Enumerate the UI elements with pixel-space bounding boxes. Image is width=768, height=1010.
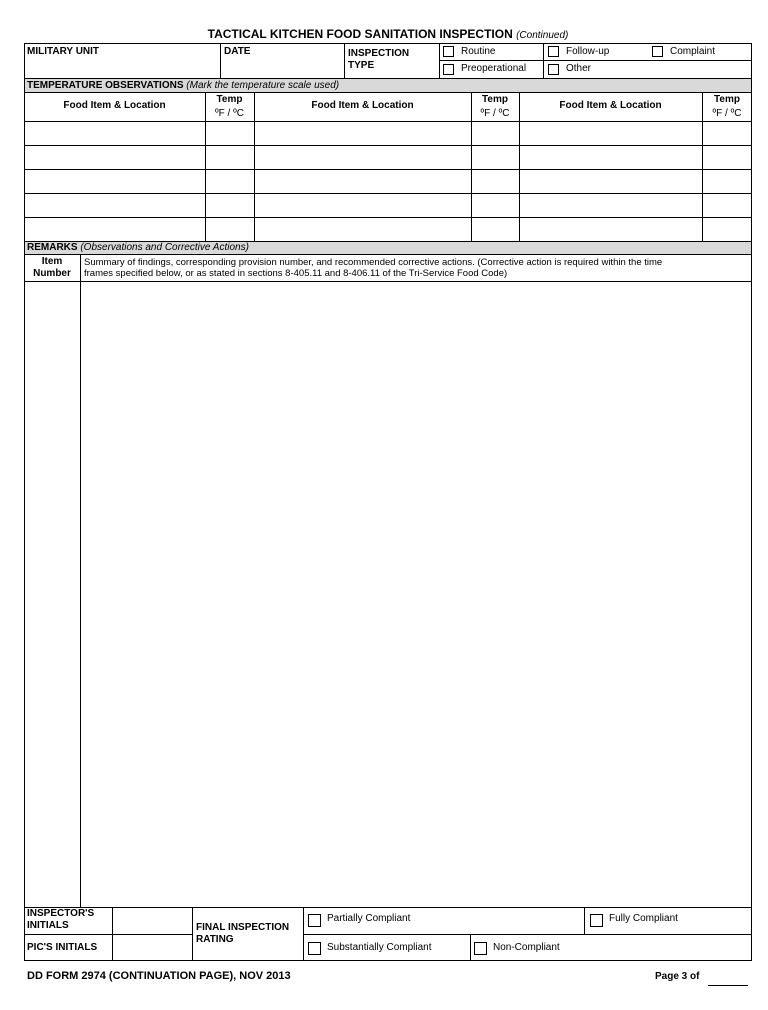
non-compliant-checkbox[interactable] [474, 942, 487, 955]
date-label: DATE [224, 46, 251, 57]
temp-col-food-1: Food Item & Location [63, 100, 166, 111]
temp-value-3-row-2[interactable] [703, 146, 751, 169]
inspection-type-label-line2: TYPE [348, 60, 375, 71]
temp-value-3-row-3[interactable] [703, 170, 751, 193]
non-compliant-label: Non-Compliant [493, 942, 560, 953]
temp-food-3-row-2[interactable] [520, 146, 702, 169]
inspection-type-label-line1: INSPECTION [348, 48, 410, 59]
partially-compliant-checkbox[interactable] [308, 914, 321, 927]
temp-value-1-row-2[interactable] [206, 146, 254, 169]
temp-value-2-row-5[interactable] [472, 218, 519, 241]
inspection-type-label [348, 48, 409, 72]
temp-col-temp-1: Temp [216, 94, 243, 105]
date-input[interactable] [221, 59, 343, 77]
inspector-initials-label-line1: INSPECTOR'S [27, 908, 95, 919]
temp-value-1-row-1[interactable] [206, 122, 254, 145]
form-number-footer: DD FORM 2974 (CONTINUATION PAGE), NOV 2013 [27, 970, 291, 982]
temp-col-scale-3: ºF / ºC [712, 108, 742, 119]
temp-value-3-row-5[interactable] [703, 218, 751, 241]
other-checkbox[interactable] [548, 64, 559, 75]
preoperational-label: Preoperational [461, 63, 527, 74]
military-unit-input[interactable] [25, 59, 219, 77]
fully-compliant-label: Fully Compliant [609, 913, 678, 924]
follow-up-checkbox[interactable] [548, 46, 559, 57]
remarks-section-note: (Observations and Corrective Actions) [80, 242, 249, 253]
temperature-section-note: (Mark the temperature scale used) [186, 80, 340, 91]
substantially-compliant-label: Substantially Compliant [327, 942, 432, 953]
military-unit-label: MILITARY UNIT [27, 46, 100, 57]
temp-food-1-row-2[interactable] [25, 146, 205, 169]
temp-value-1-row-5[interactable] [206, 218, 254, 241]
temp-value-3-row-1[interactable] [703, 122, 751, 145]
total-pages-input[interactable] [708, 970, 748, 986]
substantially-compliant-checkbox[interactable] [308, 942, 321, 955]
temp-food-1-row-4[interactable] [25, 194, 205, 217]
preoperational-checkbox[interactable] [443, 64, 454, 75]
temp-food-1-row-5[interactable] [25, 218, 205, 241]
inspector-initials-label [27, 908, 94, 932]
form-title [24, 26, 752, 44]
remarks-section-title: REMARKS [27, 242, 78, 253]
temp-food-3-row-3[interactable] [520, 170, 702, 193]
remarks-section-header [27, 242, 249, 254]
inspector-initials-label-line2: INITIALS [27, 920, 69, 931]
remarks-summary-instructions [84, 257, 662, 279]
temp-food-2-row-3[interactable] [255, 170, 471, 193]
temp-value-2-row-3[interactable] [472, 170, 519, 193]
temp-col-temp-3: Temp [714, 94, 740, 105]
follow-up-label: Follow-up [566, 46, 610, 57]
temp-col-food-3: Food Item & Location [559, 100, 662, 111]
temp-col-scale-1: ºF / ºC [215, 108, 244, 119]
form-title-text: TACTICAL KITCHEN FOOD SANITATION INSPECTION [207, 27, 513, 41]
routine-checkbox[interactable] [443, 46, 454, 57]
form-title-suffix: (Continued) [516, 30, 569, 41]
item-number-label-line2: Number [33, 268, 71, 279]
temp-food-3-row-5[interactable] [520, 218, 702, 241]
temp-food-1-row-1[interactable] [25, 122, 205, 145]
pic-initials-input[interactable] [113, 935, 192, 960]
temperature-section-header [27, 80, 339, 92]
remarks-item-number-input[interactable] [25, 282, 80, 906]
remarks-summary-line2: frames specified below, or as stated in sections 8-405.11 and 8-406.11 of the Tri-Service Food Code) [84, 268, 508, 279]
remarks-summary-line1: Summary of findings, corresponding provision number, and recommended corrective actions. (Corrective action is required within the time [84, 257, 663, 268]
temp-value-1-row-3[interactable] [206, 170, 254, 193]
fully-compliant-checkbox[interactable] [590, 914, 603, 927]
temp-food-2-row-5[interactable] [255, 218, 471, 241]
final-rating-label-line1: FINAL INSPECTION [196, 922, 290, 933]
final-rating-label-line2: RATING [196, 934, 234, 945]
temp-value-2-row-4[interactable] [472, 194, 519, 217]
temp-food-2-row-4[interactable] [255, 194, 471, 217]
temp-col-food-2: Food Item & Location [311, 100, 414, 111]
temp-value-3-row-4[interactable] [703, 194, 751, 217]
temp-food-2-row-1[interactable] [255, 122, 471, 145]
temp-value-2-row-2[interactable] [472, 146, 519, 169]
temperature-section-title: TEMPERATURE OBSERVATIONS [27, 80, 184, 91]
temp-food-1-row-3[interactable] [25, 170, 205, 193]
temp-col-scale-2: ºF / ºC [480, 108, 510, 119]
pic-initials-label: PIC'S INITIALS [27, 942, 98, 953]
routine-label: Routine [461, 46, 496, 57]
remarks-summary-input[interactable] [81, 282, 751, 906]
temp-value-1-row-4[interactable] [206, 194, 254, 217]
page-number-label: Page 3 of [655, 971, 700, 982]
partially-compliant-label: Partially Compliant [327, 913, 411, 924]
temp-value-2-row-1[interactable] [472, 122, 519, 145]
item-number-label [24, 256, 80, 280]
complaint-label: Complaint [670, 46, 716, 57]
other-label: Other [566, 63, 592, 74]
temp-food-2-row-2[interactable] [255, 146, 471, 169]
inspector-initials-input[interactable] [113, 908, 192, 934]
temp-food-3-row-4[interactable] [520, 194, 702, 217]
complaint-checkbox[interactable] [652, 46, 663, 57]
item-number-label-line1: Item [41, 256, 63, 267]
final-rating-label [196, 922, 289, 946]
temp-col-temp-2: Temp [482, 94, 508, 105]
temp-food-3-row-1[interactable] [520, 122, 702, 145]
